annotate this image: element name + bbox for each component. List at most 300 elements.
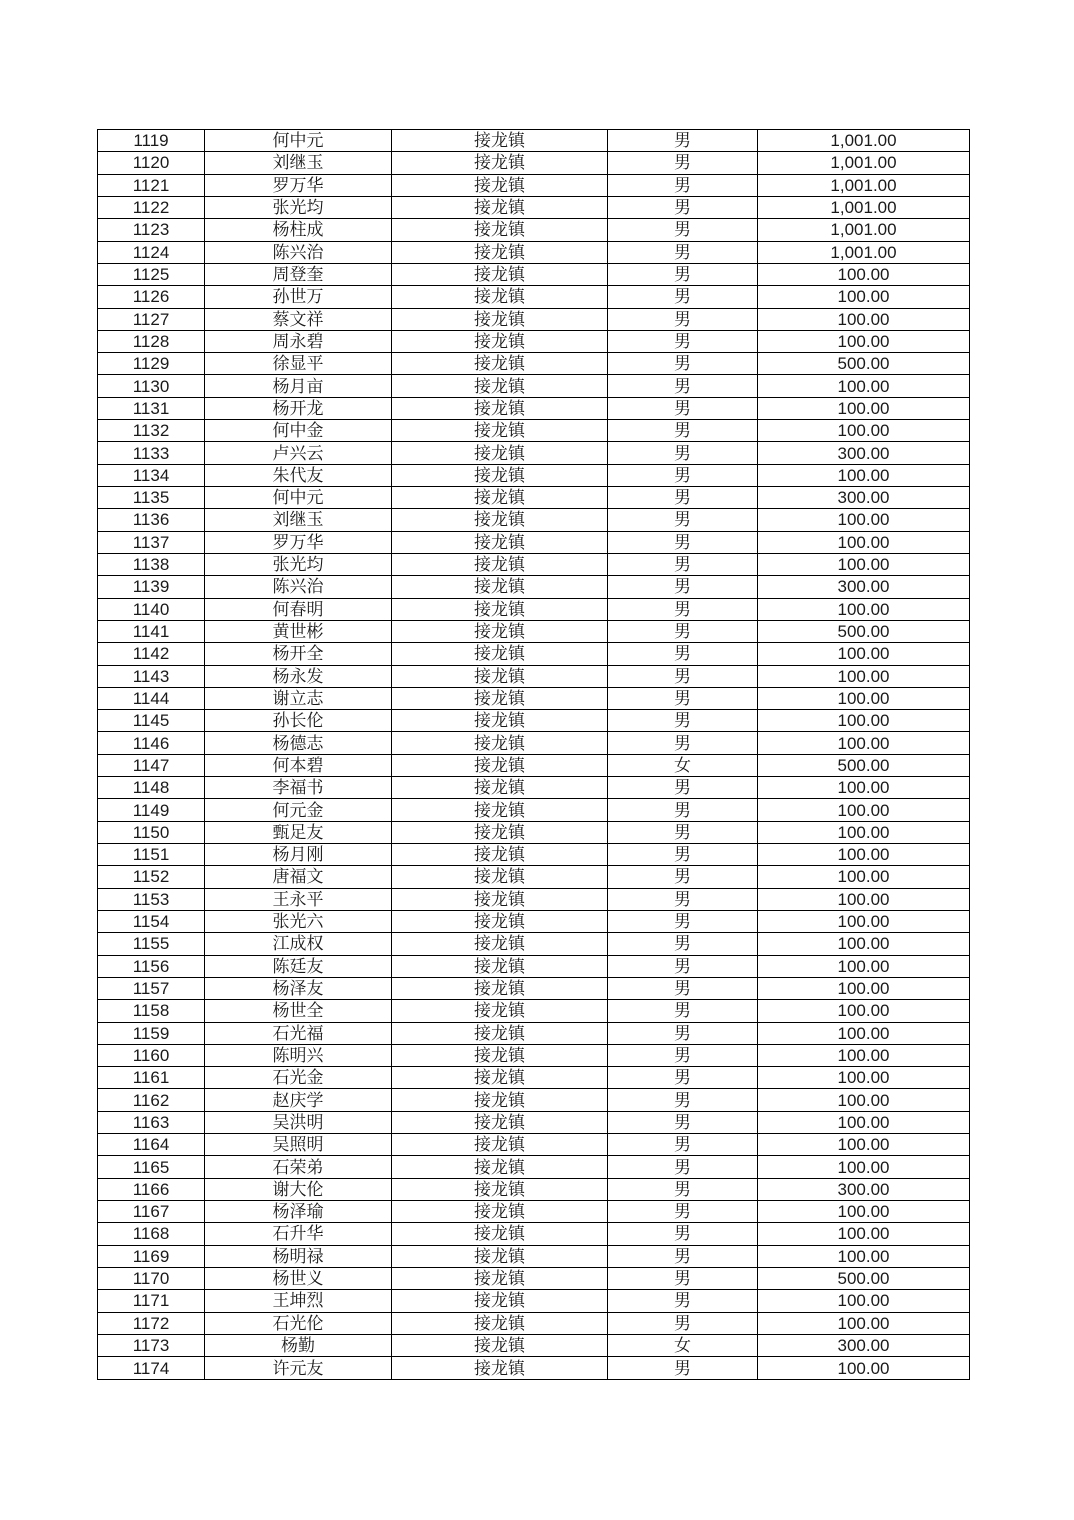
cell-gender: 男 [608, 866, 758, 888]
cell-person-name: 谢大伦 [205, 1178, 392, 1200]
table-row [98, 1156, 970, 1178]
cell-serial-number: 1166 [98, 1178, 205, 1200]
cell-town: 接龙镇 [392, 1089, 608, 1111]
cell-serial-number: 1133 [98, 442, 205, 464]
cell-amount: 1,001.00 [758, 130, 970, 152]
cell-person-name: 杨开全 [205, 643, 392, 665]
cell-amount: 100.00 [758, 1067, 970, 1089]
table-row [98, 1044, 970, 1066]
table-row [98, 1134, 970, 1156]
cell-amount: 100.00 [758, 1201, 970, 1223]
cell-serial-number: 1128 [98, 330, 205, 352]
cell-person-name: 刘继玉 [205, 152, 392, 174]
cell-town: 接龙镇 [392, 754, 608, 776]
cell-town: 接龙镇 [392, 130, 608, 152]
cell-gender: 男 [608, 1267, 758, 1289]
cell-gender: 男 [608, 509, 758, 531]
cell-town: 接龙镇 [392, 1067, 608, 1089]
cell-serial-number: 1153 [98, 888, 205, 910]
table-row [98, 263, 970, 285]
cell-amount: 1,001.00 [758, 152, 970, 174]
cell-gender: 男 [608, 487, 758, 509]
cell-amount: 1,001.00 [758, 174, 970, 196]
cell-amount: 300.00 [758, 576, 970, 598]
cell-person-name: 石荣弟 [205, 1156, 392, 1178]
table-row [98, 241, 970, 263]
cell-town: 接龙镇 [392, 955, 608, 977]
table-row [98, 977, 970, 999]
cell-town: 接龙镇 [392, 219, 608, 241]
cell-gender: 男 [608, 464, 758, 486]
cell-town: 接龙镇 [392, 1312, 608, 1334]
cell-serial-number: 1138 [98, 553, 205, 575]
table-row [98, 174, 970, 196]
cell-amount: 100.00 [758, 977, 970, 999]
cell-gender: 男 [608, 844, 758, 866]
cell-serial-number: 1172 [98, 1312, 205, 1334]
cell-gender: 男 [608, 1312, 758, 1334]
cell-town: 接龙镇 [392, 286, 608, 308]
cell-serial-number: 1147 [98, 754, 205, 776]
cell-serial-number: 1174 [98, 1357, 205, 1380]
table-row [98, 487, 970, 509]
table-row [98, 777, 970, 799]
cell-amount: 100.00 [758, 799, 970, 821]
cell-serial-number: 1151 [98, 844, 205, 866]
cell-town: 接龙镇 [392, 420, 608, 442]
cell-person-name: 杨月亩 [205, 375, 392, 397]
cell-amount: 100.00 [758, 1000, 970, 1022]
cell-town: 接龙镇 [392, 710, 608, 732]
cell-person-name: 谢立志 [205, 687, 392, 709]
cell-town: 接龙镇 [392, 1334, 608, 1356]
table-row [98, 420, 970, 442]
cell-serial-number: 1137 [98, 531, 205, 553]
table-row [98, 665, 970, 687]
cell-person-name: 杨泽友 [205, 977, 392, 999]
cell-gender: 男 [608, 821, 758, 843]
cell-gender: 男 [608, 620, 758, 642]
cell-gender: 男 [608, 665, 758, 687]
cell-gender: 男 [608, 732, 758, 754]
cell-amount: 100.00 [758, 1312, 970, 1334]
cell-person-name: 杨勤 [205, 1334, 392, 1356]
cell-town: 接龙镇 [392, 1357, 608, 1380]
cell-amount: 100.00 [758, 420, 970, 442]
cell-gender: 男 [608, 353, 758, 375]
cell-town: 接龙镇 [392, 1267, 608, 1289]
table-row [98, 643, 970, 665]
cell-amount: 500.00 [758, 1267, 970, 1289]
cell-town: 接龙镇 [392, 531, 608, 553]
table-row [98, 531, 970, 553]
cell-serial-number: 1159 [98, 1022, 205, 1044]
cell-person-name: 王永平 [205, 888, 392, 910]
cell-person-name: 吴照明 [205, 1134, 392, 1156]
cell-town: 接龙镇 [392, 777, 608, 799]
cell-gender: 男 [608, 1357, 758, 1380]
cell-serial-number: 1161 [98, 1067, 205, 1089]
cell-serial-number: 1143 [98, 665, 205, 687]
cell-gender: 男 [608, 1067, 758, 1089]
cell-gender: 男 [608, 777, 758, 799]
cell-town: 接龙镇 [392, 487, 608, 509]
cell-amount: 500.00 [758, 620, 970, 642]
table-row [98, 732, 970, 754]
table-row [98, 955, 970, 977]
table-row [98, 910, 970, 932]
cell-town: 接龙镇 [392, 375, 608, 397]
cell-gender: 男 [608, 397, 758, 419]
table-row [98, 687, 970, 709]
cell-gender: 男 [608, 1111, 758, 1133]
cell-person-name: 石光福 [205, 1022, 392, 1044]
cell-gender: 男 [608, 643, 758, 665]
cell-person-name: 孙世万 [205, 286, 392, 308]
cell-amount: 100.00 [758, 665, 970, 687]
cell-town: 接龙镇 [392, 598, 608, 620]
cell-serial-number: 1132 [98, 420, 205, 442]
table-row [98, 130, 970, 152]
cell-serial-number: 1127 [98, 308, 205, 330]
cell-amount: 100.00 [758, 598, 970, 620]
cell-town: 接龙镇 [392, 799, 608, 821]
cell-amount: 100.00 [758, 1134, 970, 1156]
table-row [98, 1334, 970, 1356]
cell-person-name: 杨开龙 [205, 397, 392, 419]
cell-amount: 100.00 [758, 1223, 970, 1245]
cell-town: 接龙镇 [392, 888, 608, 910]
cell-town: 接龙镇 [392, 1223, 608, 1245]
cell-gender: 男 [608, 576, 758, 598]
cell-person-name: 何中元 [205, 130, 392, 152]
table-row [98, 799, 970, 821]
cell-person-name: 石光伦 [205, 1312, 392, 1334]
cell-town: 接龙镇 [392, 442, 608, 464]
cell-serial-number: 1126 [98, 286, 205, 308]
cell-town: 接龙镇 [392, 196, 608, 218]
cell-town: 接龙镇 [392, 241, 608, 263]
cell-town: 接龙镇 [392, 1000, 608, 1022]
cell-gender: 男 [608, 598, 758, 620]
cell-serial-number: 1170 [98, 1267, 205, 1289]
cell-town: 接龙镇 [392, 174, 608, 196]
cell-person-name: 杨世全 [205, 1000, 392, 1022]
cell-amount: 100.00 [758, 1089, 970, 1111]
table-row [98, 1000, 970, 1022]
cell-serial-number: 1155 [98, 933, 205, 955]
cell-serial-number: 1135 [98, 487, 205, 509]
cell-gender: 男 [608, 1089, 758, 1111]
cell-gender: 男 [608, 910, 758, 932]
cell-person-name: 罗万华 [205, 531, 392, 553]
cell-town: 接龙镇 [392, 620, 608, 642]
cell-amount: 100.00 [758, 308, 970, 330]
cell-amount: 300.00 [758, 1334, 970, 1356]
cell-gender: 男 [608, 553, 758, 575]
cell-amount: 100.00 [758, 1044, 970, 1066]
cell-gender: 男 [608, 1290, 758, 1312]
table-row [98, 308, 970, 330]
cell-gender: 男 [608, 799, 758, 821]
cell-gender: 男 [608, 130, 758, 152]
cell-person-name: 唐福文 [205, 866, 392, 888]
cell-person-name: 杨月刚 [205, 844, 392, 866]
cell-serial-number: 1122 [98, 196, 205, 218]
cell-gender: 男 [608, 420, 758, 442]
cell-person-name: 江成权 [205, 933, 392, 955]
cell-serial-number: 1154 [98, 910, 205, 932]
roster-table [97, 129, 970, 1380]
cell-town: 接龙镇 [392, 910, 608, 932]
cell-amount: 100.00 [758, 955, 970, 977]
cell-gender: 男 [608, 710, 758, 732]
cell-amount: 300.00 [758, 1178, 970, 1200]
cell-gender: 男 [608, 1178, 758, 1200]
table-row [98, 1267, 970, 1289]
cell-serial-number: 1142 [98, 643, 205, 665]
cell-town: 接龙镇 [392, 308, 608, 330]
cell-amount: 100.00 [758, 1357, 970, 1380]
cell-serial-number: 1140 [98, 598, 205, 620]
cell-serial-number: 1160 [98, 1044, 205, 1066]
cell-serial-number: 1169 [98, 1245, 205, 1267]
cell-amount: 300.00 [758, 487, 970, 509]
cell-town: 接龙镇 [392, 866, 608, 888]
cell-serial-number: 1156 [98, 955, 205, 977]
cell-amount: 100.00 [758, 397, 970, 419]
table-row [98, 152, 970, 174]
cell-serial-number: 1131 [98, 397, 205, 419]
cell-amount: 1,001.00 [758, 219, 970, 241]
table-row [98, 397, 970, 419]
cell-town: 接龙镇 [392, 1201, 608, 1223]
cell-serial-number: 1145 [98, 710, 205, 732]
cell-amount: 100.00 [758, 509, 970, 531]
cell-amount: 100.00 [758, 553, 970, 575]
cell-person-name: 蔡文祥 [205, 308, 392, 330]
cell-amount: 100.00 [758, 910, 970, 932]
cell-amount: 100.00 [758, 1290, 970, 1312]
cell-person-name: 石升华 [205, 1223, 392, 1245]
cell-amount: 100.00 [758, 330, 970, 352]
cell-person-name: 杨永发 [205, 665, 392, 687]
table-row [98, 1201, 970, 1223]
cell-amount: 100.00 [758, 888, 970, 910]
cell-gender: 男 [608, 1156, 758, 1178]
roster-table-body [98, 130, 970, 1380]
table-row [98, 219, 970, 241]
cell-person-name: 卢兴云 [205, 442, 392, 464]
cell-gender: 女 [608, 1334, 758, 1356]
cell-town: 接龙镇 [392, 1245, 608, 1267]
table-row [98, 1111, 970, 1133]
cell-gender: 男 [608, 308, 758, 330]
cell-town: 接龙镇 [392, 1178, 608, 1200]
cell-serial-number: 1125 [98, 263, 205, 285]
cell-person-name: 杨泽瑜 [205, 1201, 392, 1223]
cell-gender: 男 [608, 152, 758, 174]
table-row [98, 866, 970, 888]
cell-person-name: 周永碧 [205, 330, 392, 352]
cell-person-name: 张光均 [205, 553, 392, 575]
cell-gender: 男 [608, 977, 758, 999]
cell-person-name: 张光六 [205, 910, 392, 932]
table-row [98, 330, 970, 352]
cell-serial-number: 1150 [98, 821, 205, 843]
cell-gender: 男 [608, 1022, 758, 1044]
cell-person-name: 甄足友 [205, 821, 392, 843]
cell-person-name: 陈兴治 [205, 241, 392, 263]
cell-amount: 100.00 [758, 777, 970, 799]
table-row [98, 1357, 970, 1380]
cell-town: 接龙镇 [392, 844, 608, 866]
cell-person-name: 陈明兴 [205, 1044, 392, 1066]
cell-person-name: 刘继玉 [205, 509, 392, 531]
cell-gender: 男 [608, 263, 758, 285]
cell-gender: 男 [608, 955, 758, 977]
cell-amount: 100.00 [758, 1022, 970, 1044]
cell-person-name: 石光金 [205, 1067, 392, 1089]
cell-town: 接龙镇 [392, 397, 608, 419]
cell-gender: 女 [608, 754, 758, 776]
table-row [98, 509, 970, 531]
table-row [98, 1178, 970, 1200]
table-row [98, 888, 970, 910]
table-row [98, 821, 970, 843]
cell-person-name: 朱代友 [205, 464, 392, 486]
cell-person-name: 李福书 [205, 777, 392, 799]
cell-serial-number: 1121 [98, 174, 205, 196]
cell-town: 接龙镇 [392, 263, 608, 285]
table-row [98, 933, 970, 955]
cell-amount: 100.00 [758, 687, 970, 709]
cell-person-name: 吴洪明 [205, 1111, 392, 1133]
cell-person-name: 赵庆学 [205, 1089, 392, 1111]
cell-town: 接龙镇 [392, 977, 608, 999]
cell-person-name: 何中元 [205, 487, 392, 509]
cell-town: 接龙镇 [392, 1134, 608, 1156]
cell-town: 接龙镇 [392, 152, 608, 174]
cell-amount: 500.00 [758, 353, 970, 375]
cell-person-name: 陈廷友 [205, 955, 392, 977]
cell-amount: 100.00 [758, 375, 970, 397]
cell-town: 接龙镇 [392, 1290, 608, 1312]
table-row [98, 576, 970, 598]
cell-serial-number: 1168 [98, 1223, 205, 1245]
cell-amount: 100.00 [758, 933, 970, 955]
cell-amount: 100.00 [758, 866, 970, 888]
cell-serial-number: 1120 [98, 152, 205, 174]
cell-town: 接龙镇 [392, 665, 608, 687]
cell-town: 接龙镇 [392, 576, 608, 598]
cell-town: 接龙镇 [392, 821, 608, 843]
cell-amount: 1,001.00 [758, 196, 970, 218]
cell-town: 接龙镇 [392, 1044, 608, 1066]
cell-person-name: 张光均 [205, 196, 392, 218]
cell-serial-number: 1146 [98, 732, 205, 754]
table-row [98, 196, 970, 218]
cell-person-name: 徐显平 [205, 353, 392, 375]
cell-amount: 100.00 [758, 531, 970, 553]
cell-gender: 男 [608, 1201, 758, 1223]
cell-gender: 男 [608, 888, 758, 910]
table-row [98, 1245, 970, 1267]
cell-town: 接龙镇 [392, 643, 608, 665]
cell-gender: 男 [608, 1134, 758, 1156]
table-row [98, 710, 970, 732]
cell-person-name: 杨德志 [205, 732, 392, 754]
cell-serial-number: 1134 [98, 464, 205, 486]
cell-gender: 男 [608, 241, 758, 263]
table-row [98, 598, 970, 620]
cell-gender: 男 [608, 174, 758, 196]
cell-town: 接龙镇 [392, 464, 608, 486]
cell-town: 接龙镇 [392, 1111, 608, 1133]
cell-amount: 100.00 [758, 286, 970, 308]
cell-serial-number: 1158 [98, 1000, 205, 1022]
cell-serial-number: 1152 [98, 866, 205, 888]
cell-amount: 100.00 [758, 1245, 970, 1267]
cell-amount: 100.00 [758, 263, 970, 285]
cell-gender: 男 [608, 687, 758, 709]
cell-gender: 男 [608, 330, 758, 352]
table-row [98, 442, 970, 464]
cell-serial-number: 1148 [98, 777, 205, 799]
cell-person-name: 罗万华 [205, 174, 392, 196]
cell-person-name: 杨明禄 [205, 1245, 392, 1267]
cell-town: 接龙镇 [392, 1156, 608, 1178]
cell-person-name: 杨世义 [205, 1267, 392, 1289]
table-row [98, 1312, 970, 1334]
cell-town: 接龙镇 [392, 353, 608, 375]
cell-town: 接龙镇 [392, 553, 608, 575]
cell-town: 接龙镇 [392, 509, 608, 531]
table-row [98, 286, 970, 308]
cell-serial-number: 1136 [98, 509, 205, 531]
cell-serial-number: 1164 [98, 1134, 205, 1156]
table-row [98, 754, 970, 776]
cell-serial-number: 1162 [98, 1089, 205, 1111]
cell-serial-number: 1130 [98, 375, 205, 397]
cell-town: 接龙镇 [392, 732, 608, 754]
table-row [98, 464, 970, 486]
cell-person-name: 孙长伦 [205, 710, 392, 732]
cell-gender: 男 [608, 1044, 758, 1066]
cell-serial-number: 1144 [98, 687, 205, 709]
cell-town: 接龙镇 [392, 933, 608, 955]
table-row [98, 620, 970, 642]
cell-amount: 100.00 [758, 710, 970, 732]
cell-amount: 100.00 [758, 732, 970, 754]
cell-serial-number: 1163 [98, 1111, 205, 1133]
cell-person-name: 何元金 [205, 799, 392, 821]
table-row [98, 1223, 970, 1245]
cell-amount: 100.00 [758, 844, 970, 866]
cell-town: 接龙镇 [392, 687, 608, 709]
table-row [98, 1022, 970, 1044]
cell-person-name: 杨柱成 [205, 219, 392, 241]
cell-person-name: 王坤烈 [205, 1290, 392, 1312]
cell-serial-number: 1141 [98, 620, 205, 642]
cell-serial-number: 1139 [98, 576, 205, 598]
cell-gender: 男 [608, 219, 758, 241]
table-row [98, 375, 970, 397]
cell-gender: 男 [608, 375, 758, 397]
cell-amount: 100.00 [758, 821, 970, 843]
cell-serial-number: 1167 [98, 1201, 205, 1223]
table-row [98, 1067, 970, 1089]
